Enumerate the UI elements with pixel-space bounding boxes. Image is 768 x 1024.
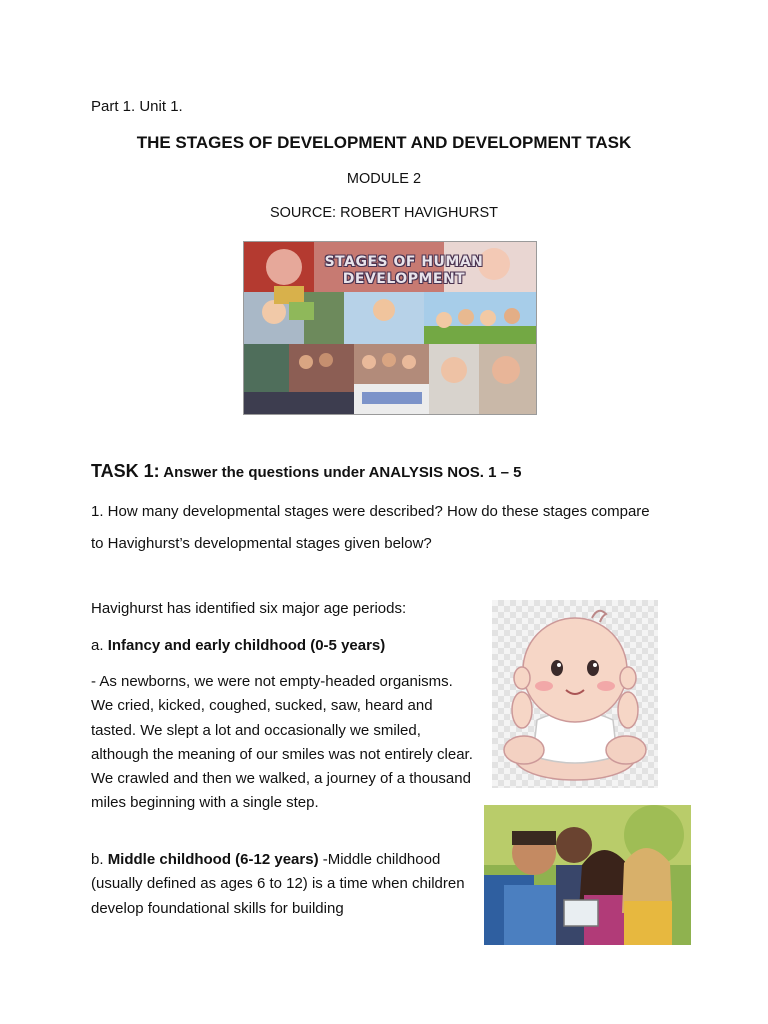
question-1: 1. How many developmental stages were described? How do these stages compare to Havighurst’s developmental stages given below?: [91, 503, 650, 552]
collage-title: [304, 254, 504, 288]
stage-a-body: - As newborns, we were not empty-headed organisms. We cried, kicked, coughed, sucked, saw, heard and tasted. We slept a lot and occasionally we smiled, although the meaning of our smiles was not entirely clear. We crawled and then we walked, a journey of a thousand miles beginning with a single step.: [91, 673, 473, 812]
stage-a-heading: [91, 637, 385, 654]
age-periods-intro: Havighurst has identified six major age periods:: [91, 600, 407, 617]
collage-title-line2: DEVELOPMENT: [342, 271, 466, 287]
stage-b-body: -Middle childhood (usually defined as ages 6 to 12) is a time when children develop foundational skills for building: [91, 851, 465, 917]
collage-title-line1: STAGES OF HUMAN: [324, 254, 484, 270]
stage-a-prefix: a.: [91, 637, 108, 654]
task-heading: [91, 461, 521, 482]
stage-a-title: Infancy and early childhood (0-5 years): [107, 637, 386, 654]
baby-illustration: [492, 600, 658, 788]
children-photo: [484, 805, 691, 945]
task-instruction: Answer the questions under ANALYSIS NOS. 1 – 5: [163, 464, 522, 481]
stage-b-title: Middle childhood (6-12 years): [107, 851, 319, 868]
stage-b-prefix: b.: [91, 851, 108, 868]
task-label: TASK 1:: [91, 461, 160, 481]
baby-graphic: [492, 600, 658, 788]
page-title: THE STAGES OF DEVELOPMENT AND DEVELOPMENT TASK: [136, 133, 632, 152]
part-label: Part 1. Unit 1.: [91, 98, 183, 115]
stages-collage-image: [243, 241, 537, 415]
source-label: SOURCE: ROBERT HAVIGHURST: [269, 205, 498, 221]
stage-b-paragraph: [91, 848, 476, 921]
module-label: MODULE 2: [346, 171, 422, 187]
children-graphic: [484, 805, 691, 945]
